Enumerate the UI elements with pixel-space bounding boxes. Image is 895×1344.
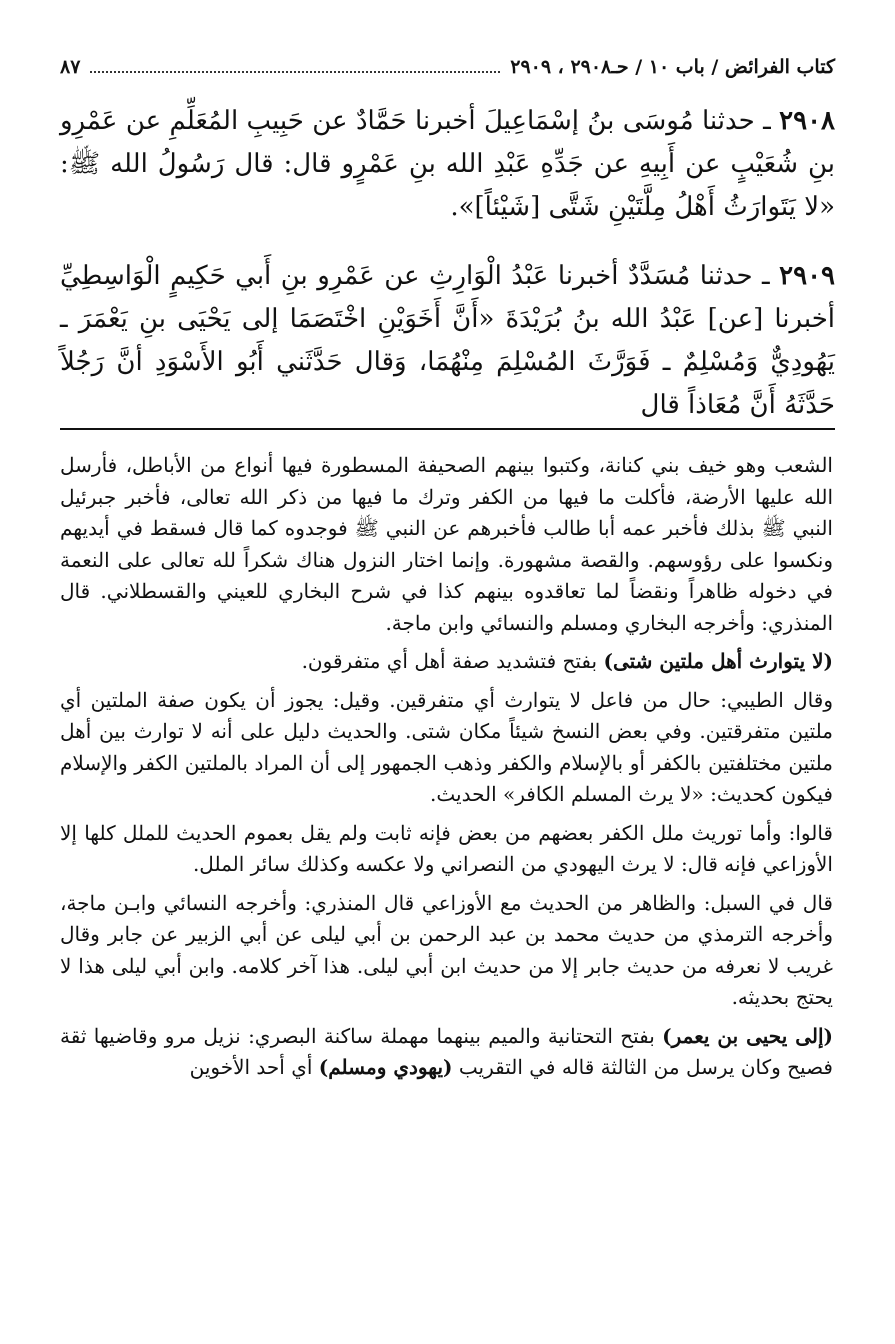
commentary-paragraph: قالوا: وأما توريث ملل الكفر بعضهم من بعض فإنه ثابت ولم يقل بعموم الحديث للملل كلها إلا الأوزاعي فإنه قال: لا يرث اليهودي من النصراني ولا عكسه وكذلك سائر الملل.	[60, 820, 833, 876]
lemma: (لا يتوارث أهل ملتين شتى)	[603, 649, 833, 673]
commentary-paragraph: وقال الطيبي: حال من فاعل لا يتوارث أي متفرقين. وقيل: يجوز أن يكون صفة الملتين أي ملتين متفرقتين. وفي بعض النسخ شيئاً مكان شتى. والحديث دليل على أنه لا توارث بين أهل ملتين مختلفتين بالكفر أو بالإسلام والكفر وذهب الجمهور إلى أن المراد بالملتين الكفر والإسلام فيكون كحديث: «لا يرث المسلم الكافر» الحديث.	[60, 687, 833, 806]
commentary-paragraph: الشعب وهو خيف بني كنانة، وكتبوا بينهم الصحيفة المسطورة فيها أنواع من الأباطل، فأرسل الله عليها الأرضة، فأكلت ما فيها من الكفر وترك ما فيها من ذكر الله تعالى، فأخبر جبرئيل النبي ﷺ بذلك فأخبر عمه أبا طالب فأخبرهم عن النبي ﷺ فوجدوه كما قال فسقط في أيديهم ونكسوا على رؤوسهم. والقصة مشهورة. وإنما اختار النزول هناك شكراً لله تعالى على النعمة في دخوله ظاهراً ونقضاً لما تعاقدوه بينهم كذا في شرح البخاري للعيني والقسطلاني. قال المنذري: وأخرجه البخاري ومسلم والنسائي وابن ماجة.	[60, 453, 833, 635]
lemma-explanation: بفتح التحتانية والميم بينهما مهملة ساكنة البصري: نزيل مرو وقاضيها ثقة فصيح وكان يرسل من الثالثة قاله في التقريب	[60, 1023, 833, 1079]
hadith-body: ـ حدثنا مُسَدَّدٌ أخبرنا عَبْدُ الْوَارِثِ عن عَمْرِو بنِ أَبي حَكِيمٍ الْوَاسِطِيِّ أخبرنا [عن] عَبْدُ الله بنُ بُرَيْدَةَ «أَنَّ أَخَوَيْنِ اخْتَصَمَا إلى يَحْيَى بنِ يَعْمَرَ ـ يَهُودِيٌّ وَمُسْلِمٌ ـ فَوَرَّثَ المُسْلِمَ مِنْهُمَا، وَقال حَدَّثَني أَبُو الأَسْوَدِ أنَّ رَجُلاً حَدَّثَهُ أَنَّ مُعَاذاً قال	[60, 261, 835, 420]
lemma-explanation: بفتح فتشديد صفة أهل أي متفرقون.	[301, 649, 604, 673]
header-title: كتاب الفرائض / باب ١٠ / حـ٢٩٠٨ ، ٢٩٠٩	[510, 56, 835, 78]
lemma-explanation: أي أحد الأخوين	[189, 1055, 319, 1079]
lemma: (إلى يحيى بن يعمر)	[662, 1023, 833, 1048]
hadith-2908	[60, 100, 835, 229]
commentary-paragraph: قال في السبل: والظاهر من الحديث مع الأوزاعي قال المنذري: وأخرجه النسائي وابـن ماجة، وأخرجه الترمذي من حديث محمد بن عبد الرحمن بن أبي ليلى عن أبي الزبير عن جابر وقال غريب لا نعرفه من حديث جابر إلا من حديث ابن أبي ليلى. هذا آخر كلامه. وابن أبي ليلى هذا لا يحتج بحديثه.	[60, 890, 833, 1009]
hadith-number: ٢٩٠٩	[779, 261, 835, 291]
hadith-body: ـ حدثنا مُوسَى بنُ إسْمَاعِيلَ أخبرنا حَمَّادٌ عن حَبِيبِ المُعَلِّمِ عن عَمْرِو بنِ شُعَيْبٍ عن أَبِيهِ عن جَدِّهِ عَبْدِ الله بنِ عَمْرٍو قال: قال رَسُولُ الله ﷺ: «لا يَتَوارَثُ أَهْلُ مِلَّتَيْنِ شَتَّى [شَيْئاً]».	[60, 106, 835, 222]
hadith-text	[60, 100, 835, 453]
header-leader-dots	[90, 71, 500, 73]
hadith-number: ٢٩٠٨	[779, 106, 836, 136]
running-header	[60, 52, 835, 82]
page-number: ٨٧	[60, 56, 81, 78]
lemma: (يهودي ومسلم)	[318, 1055, 453, 1079]
commentary	[60, 450, 833, 1091]
commentary-paragraph	[60, 1021, 833, 1084]
hadith-2909	[60, 255, 835, 427]
separator-line	[60, 428, 835, 430]
commentary-paragraph	[60, 646, 833, 678]
